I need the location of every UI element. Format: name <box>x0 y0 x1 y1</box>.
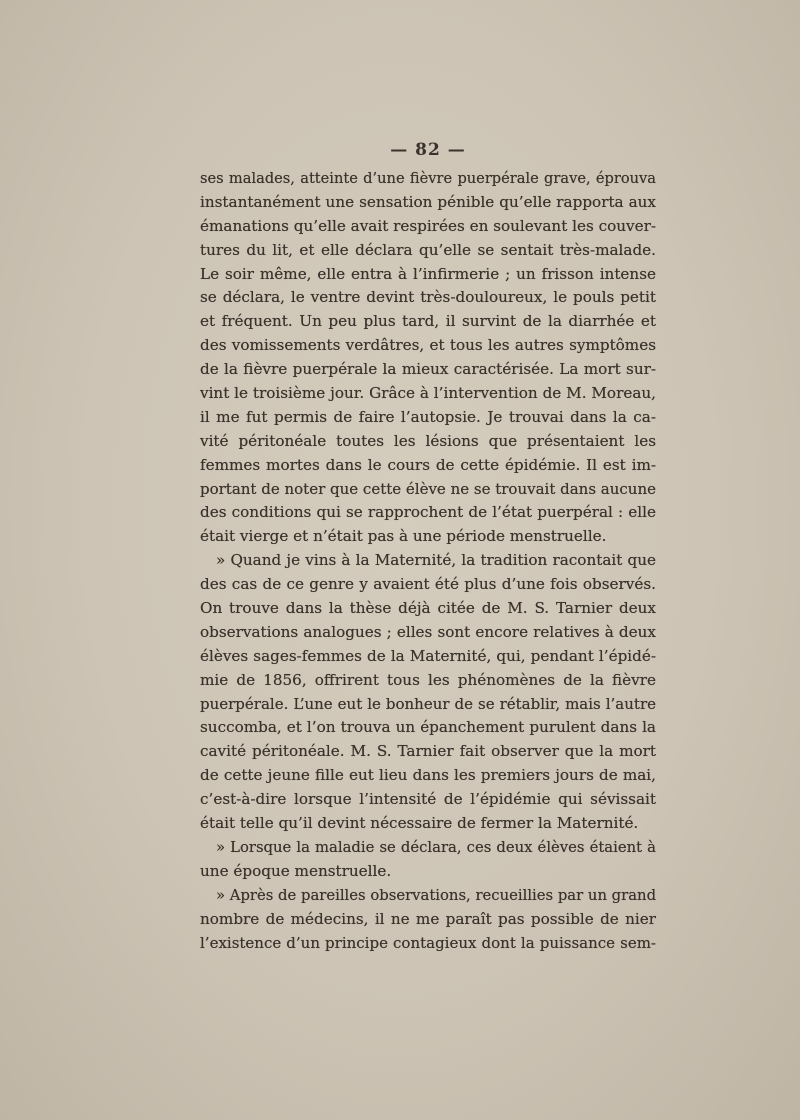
text-line: observations analogues ; elles sont encore relatives à deux <box>200 622 656 641</box>
text-line: vité péritonéale toutes les lésions que présentaient les <box>200 431 656 450</box>
text-line: de la fièvre puerpérale la mieux caractérisée. La mort sur- <box>200 360 656 379</box>
text-line: émanations qu’elle avait respirées en soulevant les couver- <box>200 216 656 235</box>
text-line: c’est-à-dire lorsque l’intensité de l’épidémie qui sévissait <box>200 790 656 809</box>
text-line: instantanément une sensation pénible qu’elle rapporta aux <box>200 192 656 211</box>
text-line: de cette jeune fille eut lieu dans les premiers jours de mai, <box>200 766 656 785</box>
text-line: et fréquent. Un peu plus tard, il survint de la diarrhée et <box>200 312 656 331</box>
text-line: il me fut permis de faire l’autopsie. Je trouvai dans la ca- <box>200 407 656 426</box>
text-line: l’existence d’un principe contagieux dont la puissance sem- <box>200 933 656 952</box>
page-number: — 82 — <box>390 140 466 160</box>
text-line: se déclara, le ventre devint très-douloureux, le pouls petit <box>200 288 656 307</box>
text-line: » Après de pareilles observations, recueillies par un grand <box>216 886 657 904</box>
text-line: Le soir même, elle entra à l’infirmerie ; un frisson intense <box>200 264 656 283</box>
text-line: nombre de médecins, il ne me paraît pas possible de nier <box>200 909 656 928</box>
text-line: des conditions qui se rapprochent de l’état puerpéral : elle <box>200 503 656 522</box>
text-line: mie de 1856, offrirent tous les phénomènes de la fièvre <box>200 670 656 689</box>
text-line: une époque menstruelle. <box>200 861 392 880</box>
text-line: portant de noter que cette élève ne se trouvait dans aucune <box>200 479 656 498</box>
body-text <box>200 167 656 955</box>
text-line: puerpérale. L’une eut le bonheur de se rétablir, mais l’autre <box>200 694 656 713</box>
text-line: était vierge et n’était pas à une période menstruelle. <box>200 527 607 546</box>
text-line: vint le troisième jour. Grâce à l’intervention de M. Moreau, <box>200 384 656 403</box>
text-line: » Quand je vins à la Maternité, la tradition racontait que <box>216 551 656 570</box>
text-line: On trouve dans la thèse déjà citée de M. S. Tarnier deux <box>200 599 656 618</box>
text-line: femmes mortes dans le cours de cette épidémie. Il est im- <box>200 455 656 474</box>
text-block <box>200 140 656 955</box>
text-line: des vomissements verdâtres, et tous les autres symptômes <box>200 336 656 355</box>
text-line: cavité péritonéale. M. S. Tarnier fait observer que la mort <box>200 742 656 761</box>
text-line: » Lorsque la maladie se déclara, ces deux élèves étaient à <box>216 838 656 856</box>
text-line: ses malades, atteinte d’une fièvre puerpérale grave, éprouva <box>200 170 656 187</box>
text-line: des cas de ce genre y avaient été plus d’une fois observés. <box>200 575 656 594</box>
text-line: était telle qu’il devint nécessaire de fermer la Maternité. <box>200 814 639 833</box>
text-line: élèves sages-femmes de la Maternité, qui, pendant l’épidé- <box>200 646 656 665</box>
text-line: tures du lit, et elle déclara qu’elle se sentait très-malade. <box>200 240 656 259</box>
text-line: succomba, et l’on trouva un épanchement purulent dans la <box>200 718 656 737</box>
